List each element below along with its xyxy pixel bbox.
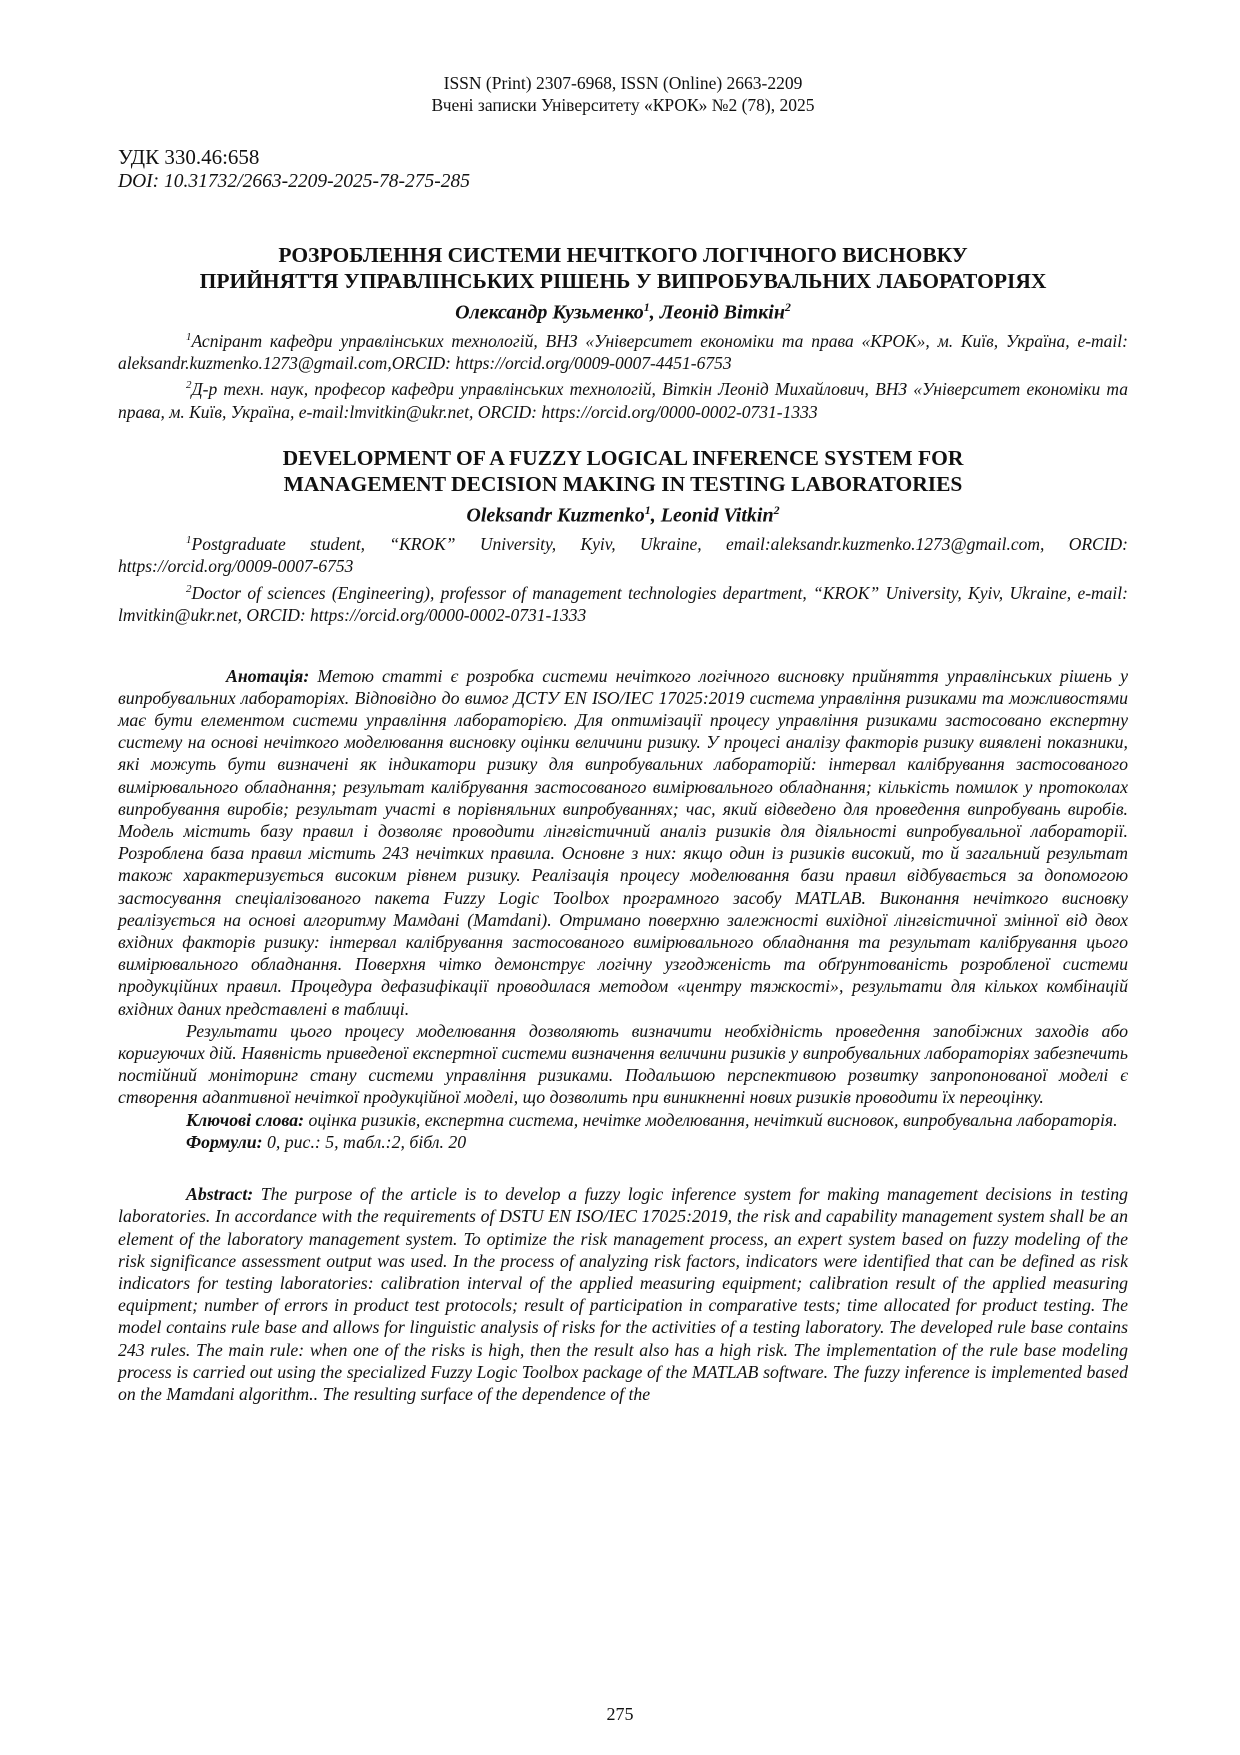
udc-code: УДК 330.46:658 (118, 145, 260, 169)
en-affiliation-2 (118, 578, 1128, 627)
journal-header (118, 72, 1128, 116)
ua-author-2-sup: 2 (784, 300, 791, 314)
ua-title-line2: ПРИЙНЯТТЯ УПРАВЛІНСЬКИХ РІШЕНЬ У ВИПРОБУВАЛЬНИХ ЛАБОРАТОРІЯХ (199, 269, 1047, 293)
issn-line: ISSN (Print) 2307-6968, ISSN (Online) 2663-2209 (443, 73, 803, 93)
abstract-text: The purpose of the article is to develop a fuzzy logic inference system for making management decisions in testing laboratories. In accordance with the requirements of DSTU EN ISO/IEC 17025:2019, the risk and capability management system shall be an element of the laboratory management system. To optimize the risk management process, an expert system based on fuzzy modeling of the risk significance assessment output was used. In the process of analyzing risk factors, indicators were identified that can be defined as risk indicators for testing laboratories: calibration interval of the applied measuring equipment; calibration result of the applied measuring equipment; number of errors in product test protocols; result of participation in comparative tests; time allocated for product testing. The model contains rule base and allows for linguistic analysis of risks for the activities of a testing laboratory. The developed rule base contains 243 rules. The main rule: when one of the risks is high, then the result also has a high risk. The implementation of the rule base modeling process is carried out using the specialized Fuzzy Logic Toolbox package of the MATLAB software. The fuzzy inference is implemented based on the Mamdani algorithm.. The resulting surface of the dependence of the (118, 1184, 1128, 1404)
ua-title-line1: РОЗРОБЛЕННЯ СИСТЕМИ НЕЧІТКОГО ЛОГІЧНОГО ВИСНОВКУ (278, 243, 968, 267)
ua-author-2: Леонід Віткін (659, 301, 785, 324)
en-author-2-sup: 2 (773, 503, 780, 518)
formulas-paragraph (118, 1131, 1128, 1153)
en-author-sep: , (650, 504, 661, 527)
en-author-1: Oleksandr Kuzmenko (466, 504, 645, 527)
keywords-label: Ключові слова: (186, 1109, 305, 1130)
en-affiliation-1 (118, 529, 1128, 578)
journal-line: Вчені записки Університету «КРОК» №2 (78), 2025 (431, 95, 815, 115)
en-authors (118, 497, 1128, 529)
ua-affil-2-text: Д-р техн. наук, професор кафедри управлінських технологій, Віткін Леонід Михайлович, ВНЗ «Університет економіки та права, м. Київ, Україна, e-mail:lmvitkin@ukr.net, ORCID: https://orcid.org/0000-0002-0731-1333 (118, 379, 1128, 422)
annotation-paragraph-1 (118, 665, 1128, 1020)
annotation-paragraph-2: Результати цього процесу моделювання дозволяють визначити необхідність проведення запобіжних заходів або коригуючих дій. Наявність приведеної експертної системи визначення величини ризиків у випробувальних лабораторіях забезпечить постійний моніторинг стану системи управління ризиками. Подальшою перспективою розвитку запропонованої моделі є створення адаптивної нечіткої продукційної моделі, що дозволить при виникненні нових ризиків проводити їх переоцінку. (118, 1020, 1128, 1108)
ua-affil-1-sup: 1 (186, 330, 192, 343)
annotation-label: Анотація: (226, 665, 310, 686)
ua-author-1: Олександр Кузьменко (455, 301, 644, 324)
en-author-2: Leonid Vitkin (660, 504, 774, 527)
ua-affil-1-text: Аспірант кафедри управлінських технологій, ВНЗ «Університет економіки та права «КРОК», м. Київ, Україна, e-mail: aleksandr.kuzmenko.1273@gmail.com,ORCID: https://orcid.org/0009-0007-4451-6753 (118, 330, 1128, 373)
ua-title (118, 242, 1128, 294)
ua-affiliation-2 (118, 374, 1128, 423)
keywords-text: оцінка ризиків, експертна система, нечітке моделювання, нечіткий висновок, випробувальна лабораторія. (304, 1109, 1118, 1130)
abstract-label: Abstract: (186, 1184, 254, 1205)
en-title-line1: DEVELOPMENT OF A FUZZY LOGICAL INFERENCE SYSTEM FOR (282, 446, 964, 471)
ua-author-1-sup: 1 (643, 300, 650, 314)
annotation-text: Метою статті є розробка системи нечіткого логічного висновку прийняття управлінських рішень у випробувальних лабораторіях. Відповідно до вимог ДСТУ EN ISO/IEC 17025:2019 система управління ризиками та можливостями має бути елементом системи управління лабораторією. Для оптимізації процесу управління ризиками застосовано експертну систему на основі нечіткого моделювання висновку оцінки величини ризику. У процесі аналізу факторів ризику виявлені показники, які можуть бути визначені як індикатори ризику для випробувальних лабораторій: інтервал калібрування застосованого вимірювального обладнання; результат калібрування застосованого вимірювального обладнання; кількість помилок у протоколах випробування виробів; результат участі в порівняльних випробуваннях; час, який відведено для проведення випробувань виробів. Модель містить базу правил і дозволяє проводити лінгвістичний аналіз ризиків для діяльності випробувальної лабораторії. Розроблена база правил містить 243 нечітких правила. Основне з них: якщо один із ризиків високий, то й загальний результат також характеризується високим рівнем ризику. Реалізація процесу моделювання бази правил відбувається за допомогою застосування спеціалізованого пакета Fuzzy Logic Toolbox програмного засобу MATLAB. Виконання нечіткого висновку реалізується на основі алгоритму Мамдані (Mamdani). Отримано поверхню залежності вихідної лінгвістичної змінної від двох вхідних факторів ризику: інтервал калібрування застосованого вимірювального обладнання та результат калібрування цього вимірювального обладнання. Поверхня чітко демонструє логічну узгодженість та обґрунтованість розробленої системи продукційних правил. Процедура дефазифікації проводилася методом «центру тяжкості», результати для кількох комбінацій вхідних даних представлені в таблиці. (118, 665, 1128, 1019)
ua-affil-2-sup: 2 (186, 379, 192, 392)
formulas-label: Формули: (186, 1131, 263, 1152)
en-author-1-sup: 1 (644, 503, 651, 518)
ua-author-sep: , (649, 301, 660, 324)
en-title-line2: MANAGEMENT DECISION MAKING IN TESTING LABORATORIES (283, 472, 963, 497)
paper-page (118, 72, 1128, 1405)
ua-authors (118, 294, 1128, 326)
page-number: 275 (606, 1704, 634, 1724)
abstract-paragraph (118, 1183, 1128, 1405)
formulas-text: 0, рис.: 5, табл.:2, бібл. 20 (262, 1131, 467, 1152)
doi: DOI: 10.31732/2663-2209-2025-78-275-285 (118, 171, 471, 192)
en-affil-1-sup: 1 (186, 533, 192, 546)
en-affil-1-text: Postgraduate student, “KROK” University, Kyiv, Ukraine, email:aleksandr.kuzmenko.1273@gmail.com, ORCID: https://orcid.org/0009-0007-6753 (118, 533, 1128, 577)
en-title (118, 445, 1128, 497)
ua-affiliation-1 (118, 326, 1128, 375)
en-affil-2-text: Doctor of sciences (Engineering), professor of management technologies department, “KROK” University, Kyiv, Ukraine, e-mail: lmvitkin@ukr.net, ORCID: https://orcid.org/0000-0002-0731-1333 (118, 582, 1128, 626)
en-affil-2-sup: 2 (186, 582, 192, 595)
keywords-paragraph (118, 1109, 1128, 1131)
